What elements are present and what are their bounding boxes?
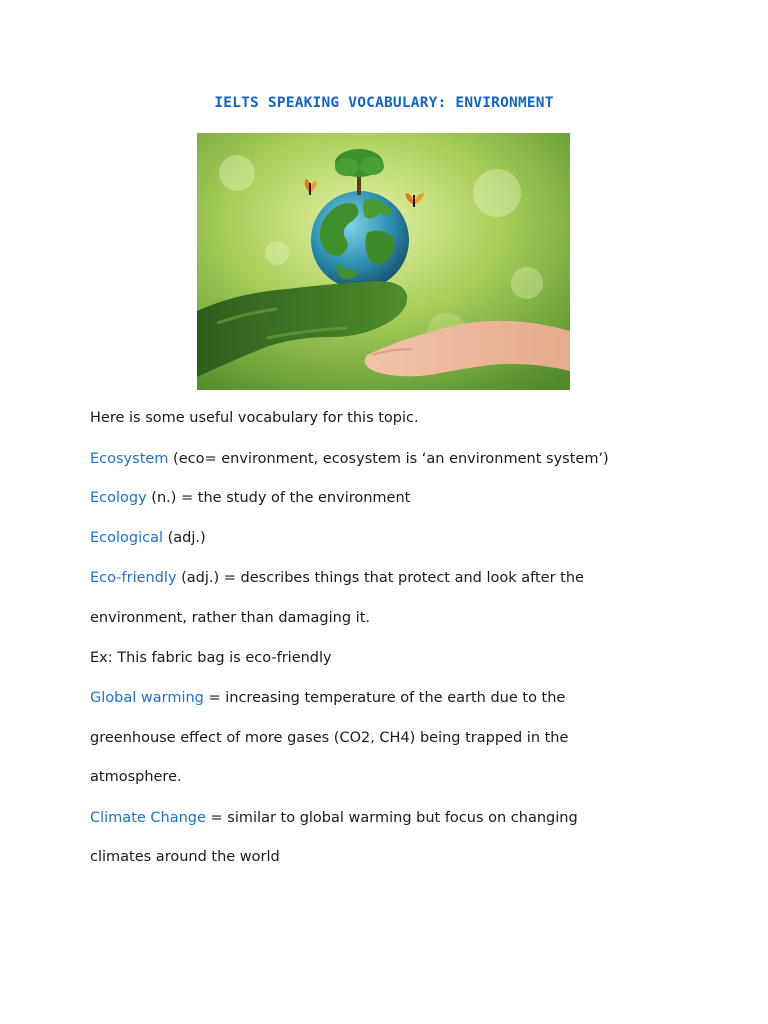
definition-climate-change-continuation: climates around the world <box>90 849 280 865</box>
entry-ecology <box>90 488 410 508</box>
definition-climate-change: = similar to global warming but focus on changing <box>205 810 578 826</box>
entry-ecological <box>90 528 206 548</box>
entry-global-warming <box>90 688 565 708</box>
intro-text: Here is some useful vocabulary for this topic. <box>90 410 419 426</box>
definition-eco-friendly-continuation: environment, rather than damaging it. <box>90 610 370 626</box>
definition-global-warming: = increasing temperature of the earth due to the <box>203 690 566 706</box>
earth-in-hands-icon <box>197 133 570 390</box>
page-title: IELTS SPEAKING VOCABULARY: ENVIRONMENT <box>214 95 554 111</box>
definition-ecosystem: (eco= environment, ecosystem is ‘an environment system’) <box>168 451 609 467</box>
definition-global-warming-continuation: greenhouse effect of more gases (CO2, CH4) being trapped in the <box>90 730 569 746</box>
definition-ecological: (adj.) <box>163 530 206 546</box>
definition-ecology: (n.) = the study of the environment <box>146 490 411 506</box>
term-ecological: Ecological <box>90 530 164 546</box>
example-eco-friendly: Ex: This fabric bag is eco-friendly <box>90 650 332 666</box>
definition-eco-friendly: (adj.) = describes things that protect and look after the <box>176 570 584 586</box>
term-ecology: Ecology <box>90 490 147 506</box>
term-eco-friendly: Eco-friendly <box>90 570 177 586</box>
entry-eco-friendly <box>90 568 584 588</box>
term-climate-change: Climate Change <box>90 810 206 826</box>
definition-global-warming-continuation-2: atmosphere. <box>90 769 182 785</box>
earth-in-hands-image <box>197 133 570 390</box>
entry-ecosystem <box>90 449 609 469</box>
term-ecosystem: Ecosystem <box>90 451 169 467</box>
term-global-warming: Global warming <box>90 690 204 706</box>
entry-climate-change <box>90 808 578 828</box>
